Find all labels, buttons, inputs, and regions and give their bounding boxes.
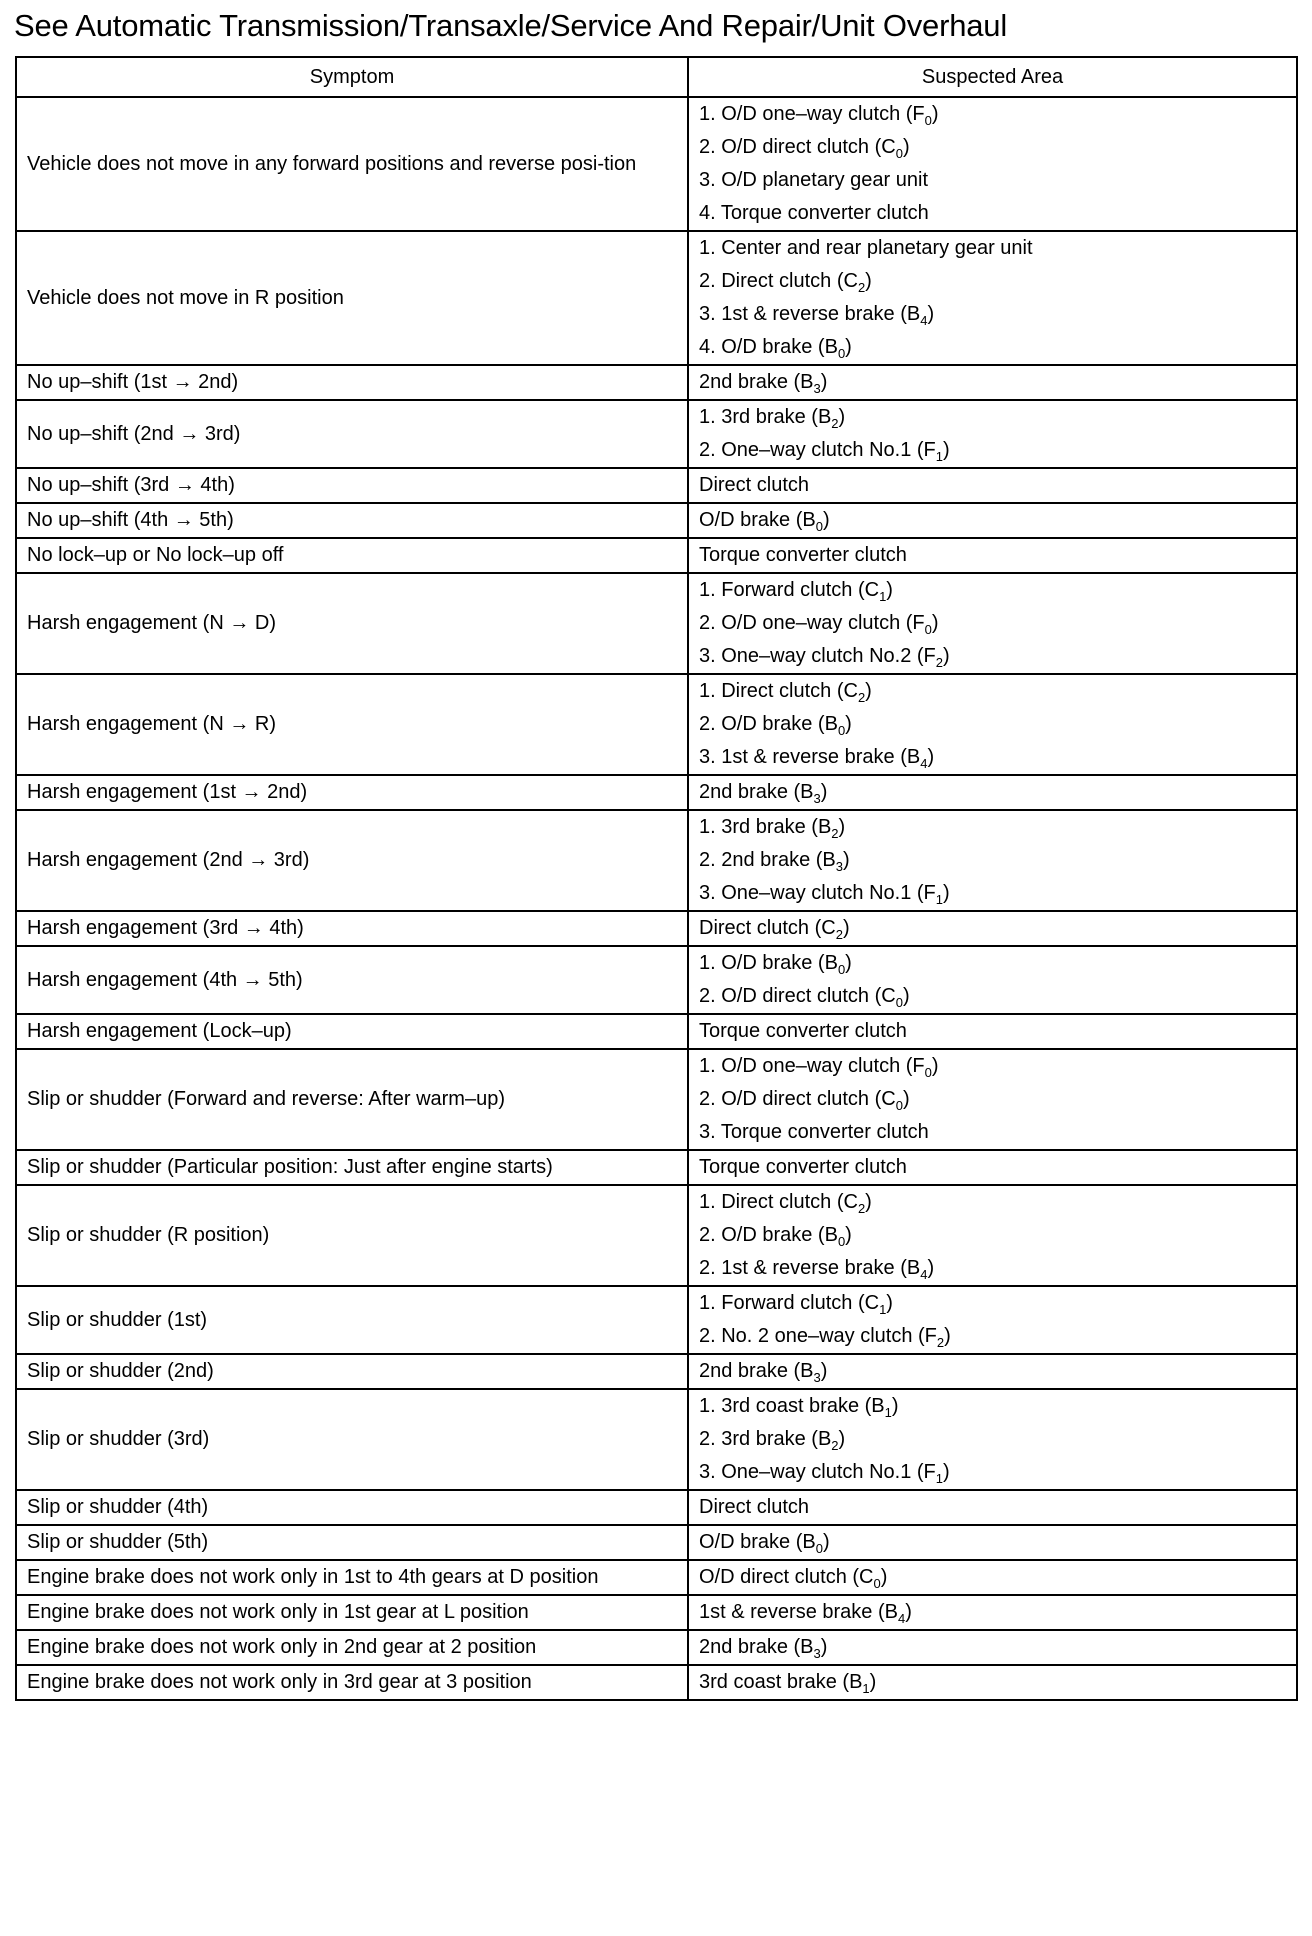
suspected-area-item: Torque converter clutch xyxy=(699,544,907,566)
symptom-text: Slip or shudder (2nd) xyxy=(27,1360,214,1382)
suspected-area-item: 1. Direct clutch $(C_2)$ xyxy=(699,1191,872,1216)
suspected-area-cell xyxy=(688,400,1297,468)
suspected-area-item: 3. One–way clutch No.1 $(F_1)$ xyxy=(699,1461,950,1486)
suspected-area-cell xyxy=(688,538,1297,573)
symptom-cell xyxy=(16,503,688,538)
symptom-cell xyxy=(16,1560,688,1595)
suspected-area-item: 1. Forward clutch $(C_1)$ xyxy=(699,1292,893,1317)
table-row xyxy=(16,1595,1297,1630)
table-row xyxy=(16,1354,1297,1389)
symptom-cell xyxy=(16,1185,688,1286)
symptom-text: Harsh engagement (2nd → 3rd) xyxy=(27,849,310,871)
symptom-cell xyxy=(16,97,688,231)
suspected-area-cell xyxy=(688,503,1297,538)
table-row xyxy=(16,1150,1297,1185)
symptom-text: Harsh engagement (1st → 2nd) xyxy=(27,781,308,803)
suspected-area-item: 1. 3rd brake $(B_2)$ xyxy=(699,816,846,841)
symptom-cell xyxy=(16,538,688,573)
suspected-area-cell xyxy=(688,1525,1297,1560)
symptom-cell xyxy=(16,1389,688,1490)
suspected-area-cell xyxy=(688,97,1297,231)
suspected-area-item: O/D brake $(B_0)$ xyxy=(699,509,830,534)
suspected-area-cell xyxy=(688,810,1297,911)
symptom-text: Vehicle does not move in R position xyxy=(27,286,344,309)
symptom-text: Engine brake does not work only in 1st to 4th gears at D position xyxy=(27,1566,599,1588)
table-row xyxy=(16,365,1297,400)
symptom-cell xyxy=(16,1049,688,1150)
suspected-area-item: 2. No. 2 one–way clutch $(F_2)$ xyxy=(699,1325,951,1350)
page-title: See Automatic Transmission/Transaxle/Service And Repair/Unit Overhaul xyxy=(14,8,1008,43)
suspected-area-cell xyxy=(688,365,1297,400)
suspected-area-item: 1. 3rd coast brake $(B_1)$ xyxy=(699,1395,899,1420)
suspected-area-item: 2. O/D direct clutch $(C_0)$ xyxy=(699,1088,910,1113)
table-row xyxy=(16,573,1297,674)
symptom-cell xyxy=(16,573,688,674)
table-row xyxy=(16,231,1297,365)
suspected-area-item: 2. 3rd brake $(B_2)$ xyxy=(699,1428,846,1453)
symptom-text: No up–shift (3rd → 4th) xyxy=(27,474,235,496)
suspected-area-item: 1. O/D one–way clutch $(F_0)$ xyxy=(699,103,939,128)
table-row xyxy=(16,538,1297,573)
suspected-area-item: 2nd brake $(B_3)$ xyxy=(699,1360,828,1385)
suspected-area-item: 1. 3rd brake $(B_2)$ xyxy=(699,406,846,431)
suspected-area-item: 3. 1st & reverse brake $(B_4)$ xyxy=(699,746,935,771)
suspected-area-cell xyxy=(688,1490,1297,1525)
symptom-cell xyxy=(16,1286,688,1354)
symptom-cell xyxy=(16,1490,688,1525)
table-row xyxy=(16,1185,1297,1286)
symptom-text: Harsh engagement (N → R) xyxy=(27,713,276,735)
suspected-area-item: O/D brake $(B_0)$ xyxy=(699,1531,830,1556)
symptom-cell xyxy=(16,365,688,400)
suspected-area-cell xyxy=(688,1354,1297,1389)
suspected-area-cell xyxy=(688,573,1297,674)
suspected-area-item: Direct clutch $(C_2)$ xyxy=(699,917,850,942)
symptom-cell xyxy=(16,1150,688,1185)
table-row xyxy=(16,674,1297,775)
symptom-text: Slip or shudder (3rd) xyxy=(27,1428,210,1450)
suspected-area-item: 2. O/D one–way clutch $(F_0)$ xyxy=(699,612,939,637)
symptom-text: Harsh engagement (N → D) xyxy=(27,612,276,634)
symptom-cell xyxy=(16,1014,688,1049)
table-row xyxy=(16,503,1297,538)
table-header-row xyxy=(16,57,1297,97)
suspected-area-item: 3rd coast brake $(B_1)$ xyxy=(699,1671,877,1696)
suspected-area-item: 2nd brake $(B_3)$ xyxy=(699,1636,828,1661)
suspected-area-cell xyxy=(688,946,1297,1014)
table-row xyxy=(16,400,1297,468)
symptom-text: Harsh engagement (Lock–up) xyxy=(27,1020,292,1042)
suspected-area-cell xyxy=(688,1560,1297,1595)
suspected-area-item: 3. Torque converter clutch xyxy=(699,1121,929,1143)
table-row xyxy=(16,1014,1297,1049)
symptom-cell xyxy=(16,1630,688,1665)
suspected-area-item: 1. Forward clutch $(C_1)$ xyxy=(699,579,893,604)
suspected-area-item: 3. One–way clutch No.1 $(F_1)$ xyxy=(699,882,950,907)
symptom-text: No up–shift (2nd → 3rd) xyxy=(27,422,241,445)
symptom-text: No up–shift (1st → 2nd) xyxy=(27,371,239,393)
suspected-area-item: Torque converter clutch xyxy=(699,1156,907,1178)
suspected-area-cell xyxy=(688,1665,1297,1700)
symptom-text: Harsh engagement (4th → 5th) xyxy=(27,968,303,991)
suspected-area-item: 1. O/D one–way clutch $(F_0)$ xyxy=(699,1055,939,1080)
table-row xyxy=(16,1665,1297,1700)
symptom-text: No lock–up or No lock–up off xyxy=(27,544,284,566)
suspected-area-item: Direct clutch xyxy=(699,474,810,496)
suspected-area-cell xyxy=(688,911,1297,946)
symptom-cell xyxy=(16,911,688,946)
suspected-area-item: Direct clutch xyxy=(699,1496,810,1518)
symptom-text: Engine brake does not work only in 1st gear at L position xyxy=(27,1601,529,1623)
symptom-cell xyxy=(16,810,688,911)
suspected-area-cell xyxy=(688,1286,1297,1354)
suspected-area-item: 1st & reverse brake $(B_4)$ xyxy=(699,1601,912,1626)
suspected-area-item: 2. 2nd brake $(B_3)$ xyxy=(699,849,850,874)
suspected-area-cell xyxy=(688,1389,1297,1490)
suspected-area-item: 2. O/D direct clutch $(C_0)$ xyxy=(699,985,910,1010)
suspected-area-item: 2nd brake $(B_3)$ xyxy=(699,371,828,396)
suspected-area-item: 4. Torque converter clutch xyxy=(699,202,929,224)
troubleshooting-table xyxy=(15,56,1298,1701)
symptom-text: Engine brake does not work only in 3rd gear at 3 position xyxy=(27,1671,532,1693)
table-row xyxy=(16,1049,1297,1150)
symptom-text: Engine brake does not work only in 2nd gear at 2 position xyxy=(27,1636,537,1658)
suspected-area-item: 4. O/D brake $(B_0)$ xyxy=(699,336,852,361)
table-row xyxy=(16,468,1297,503)
suspected-area-item: 2. One–way clutch No.1 $(F_1)$ xyxy=(699,439,950,464)
table-row xyxy=(16,810,1297,911)
suspected-area-item: 2nd brake $(B_3)$ xyxy=(699,781,828,806)
suspected-area-cell xyxy=(688,1185,1297,1286)
table-row xyxy=(16,1560,1297,1595)
symptom-cell xyxy=(16,1354,688,1389)
table-body xyxy=(16,97,1297,1700)
symptom-cell xyxy=(16,231,688,365)
symptom-text: Harsh engagement (3rd → 4th) xyxy=(27,917,304,939)
column-header-suspected-area: Suspected Area xyxy=(688,57,1297,97)
table-row xyxy=(16,1630,1297,1665)
column-header-symptom: Symptom xyxy=(16,57,688,97)
suspected-area-item: 2. Direct clutch $(C_2)$ xyxy=(699,270,872,295)
symptom-cell xyxy=(16,775,688,810)
table-row xyxy=(16,1525,1297,1560)
suspected-area-item: 2. O/D brake $(B_0)$ xyxy=(699,1224,852,1249)
suspected-area-cell xyxy=(688,1595,1297,1630)
suspected-area-cell xyxy=(688,231,1297,365)
suspected-area-item: 1. Direct clutch $(C_2)$ xyxy=(699,680,872,705)
symptom-text: No up–shift (4th → 5th) xyxy=(27,509,234,531)
suspected-area-item: O/D direct clutch $(C_0)$ xyxy=(699,1566,888,1591)
suspected-area-item: 2. 1st & reverse brake $(B_4)$ xyxy=(699,1257,935,1282)
suspected-area-cell xyxy=(688,775,1297,810)
table-row xyxy=(16,97,1297,231)
table-row xyxy=(16,775,1297,810)
symptom-text: Slip or shudder (Forward and reverse: After warm–up) xyxy=(27,1088,505,1110)
suspected-area-cell xyxy=(688,1150,1297,1185)
suspected-area-cell xyxy=(688,1014,1297,1049)
suspected-area-item: 3. 1st & reverse brake $(B_4)$ xyxy=(699,303,935,328)
suspected-area-cell xyxy=(688,1630,1297,1665)
symptom-text: Slip or shudder (1st) xyxy=(27,1308,208,1331)
symptom-cell xyxy=(16,468,688,503)
symptom-cell xyxy=(16,1665,688,1700)
symptom-text: Slip or shudder (Particular position: Just after engine starts) xyxy=(27,1156,553,1178)
table-row xyxy=(16,911,1297,946)
suspected-area-item: 1. O/D brake $(B_0)$ xyxy=(699,952,852,977)
table-row xyxy=(16,1490,1297,1525)
symptom-text: Slip or shudder (4th) xyxy=(27,1496,209,1518)
table-row xyxy=(16,1389,1297,1490)
suspected-area-item: 3. O/D planetary gear unit xyxy=(699,169,929,191)
symptom-text: Vehicle does not move in any forward positions and reverse posi-tion xyxy=(27,152,637,175)
symptom-text: Slip or shudder (R position) xyxy=(27,1224,270,1246)
suspected-area-item: 3. One–way clutch No.2 $(F_2)$ xyxy=(699,645,950,670)
table-row xyxy=(16,946,1297,1014)
suspected-area-item: Torque converter clutch xyxy=(699,1020,907,1042)
symptom-cell xyxy=(16,400,688,468)
suspected-area-item: 2. O/D direct clutch $(C_0)$ xyxy=(699,136,910,161)
suspected-area-cell xyxy=(688,468,1297,503)
symptom-cell xyxy=(16,674,688,775)
table-row xyxy=(16,1286,1297,1354)
symptom-cell xyxy=(16,1525,688,1560)
suspected-area-item: 2. O/D brake $(B_0)$ xyxy=(699,713,852,738)
symptom-cell xyxy=(16,1595,688,1630)
suspected-area-item: 1. Center and rear planetary gear unit xyxy=(699,237,1033,259)
symptom-cell xyxy=(16,946,688,1014)
symptom-text: Slip or shudder (5th) xyxy=(27,1531,209,1553)
suspected-area-cell xyxy=(688,1049,1297,1150)
suspected-area-cell xyxy=(688,674,1297,775)
